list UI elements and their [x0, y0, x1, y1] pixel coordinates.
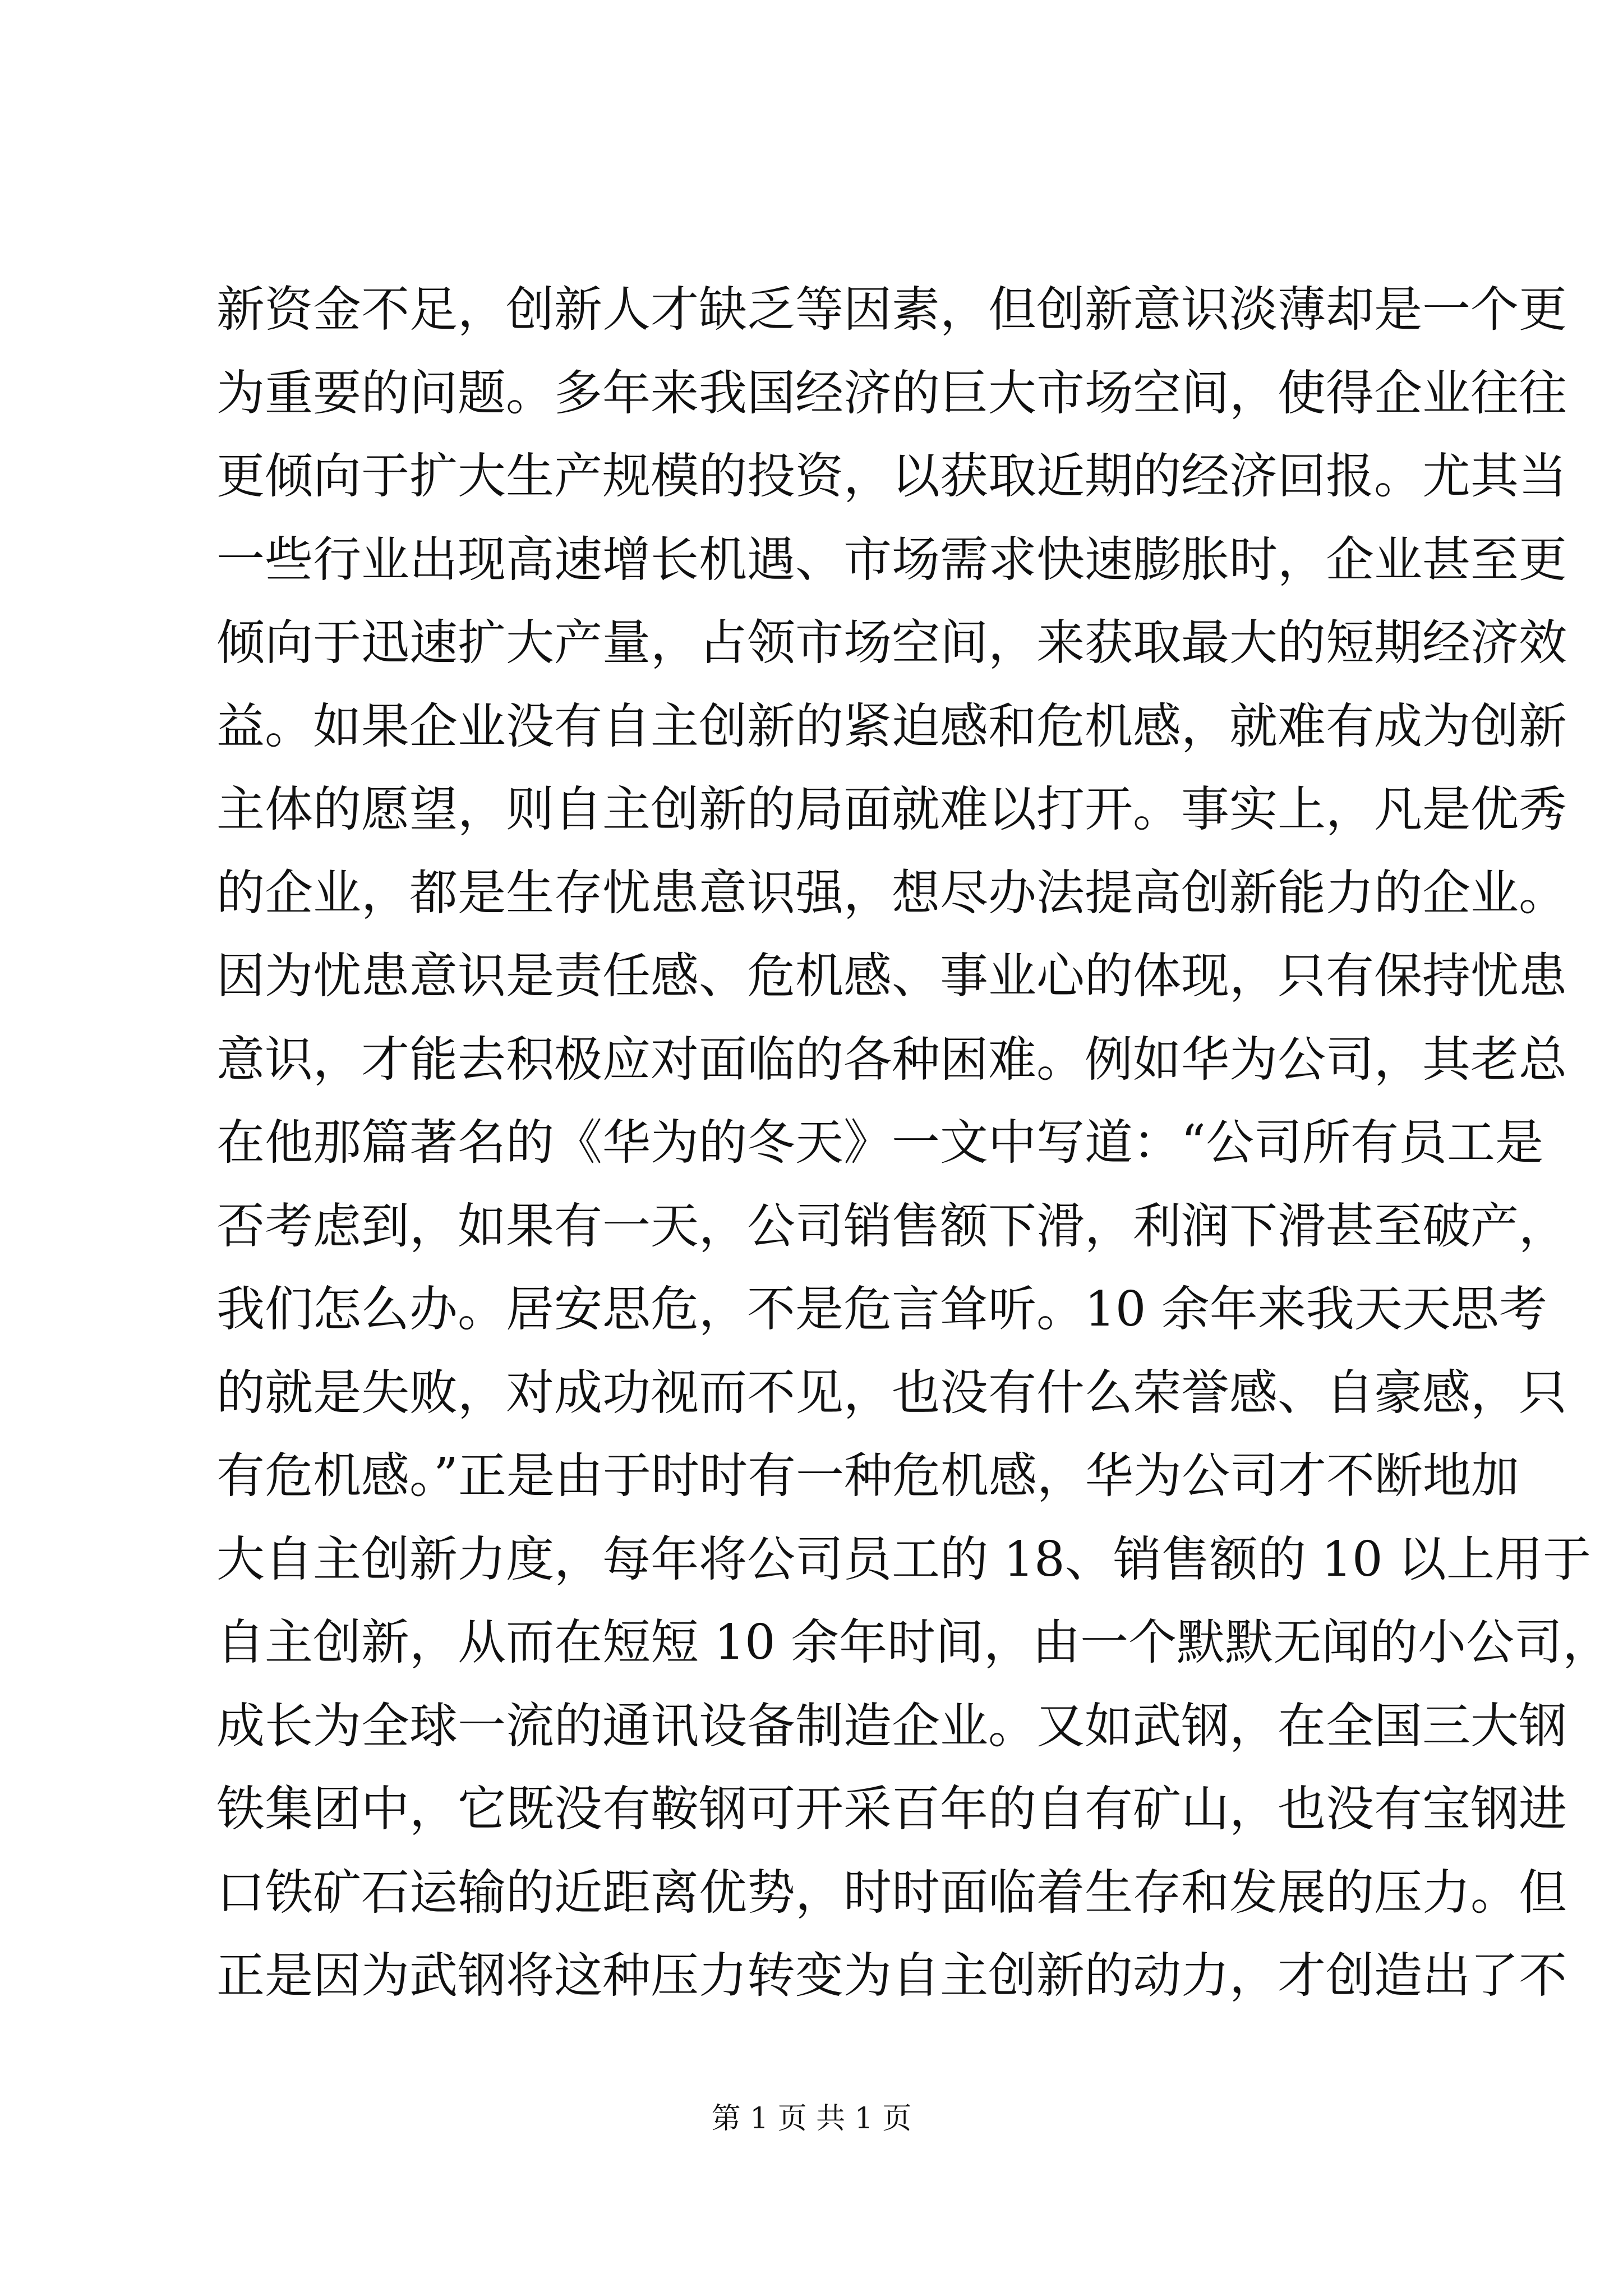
text-line: 在他那篇著名的《华为的冬天》一文中写道：“公司所有员工是	[216, 1115, 1543, 1171]
text-line: 更倾向于扩大生产规模的投资，以获取近期的经济回报。尤其当	[216, 448, 1567, 504]
text-line: 大自主创新力度，每年将公司员工的 18、销售额的 10 以上用于	[216, 1531, 1591, 1588]
text-line: 口铁矿石运输的近距离优势，时时面临着生存和发展的压力。但	[216, 1864, 1567, 1921]
text-line: 我们怎么办。居安思危，不是危言耸听。10 余年来我天天思考	[216, 1281, 1547, 1337]
text-line: 铁集团中，它既没有鞍钢可开采百年的自有矿山，也没有宝钢进	[216, 1781, 1567, 1837]
text-line: 倾向于迅速扩大产量，占领市场空间，来获取最大的短期经济效	[216, 615, 1567, 671]
text-line: 因为忧患意识是责任感、危机感、事业心的体现，只有保持忧患	[216, 948, 1567, 1004]
text-line: 自主创新，从而在短短 10 余年时间，由一个默默无闻的小公司，	[216, 1614, 1611, 1671]
text-line: 益。如果企业没有自主创新的紧迫感和危机感，就难有成为创新	[216, 698, 1567, 754]
text-line: 正是因为武钢将这种压力转变为自主创新的动力，才创造出了不	[216, 1948, 1567, 2004]
text-line: 新资金不足，创新人才缺乏等因素，但创新意识淡薄却是一个更	[216, 282, 1567, 338]
text-line: 否考虑到，如果有一天，公司销售额下滑，利润下滑甚至破产，	[216, 1198, 1567, 1254]
text-line: 有危机感。”正是由于时时有一种危机感，华为公司才不断地加	[216, 1448, 1519, 1504]
text-line: 的就是失败，对成功视而不见，也没有什么荣誉感、自豪感，只	[216, 1364, 1567, 1421]
text-line: 意识，才能去积极应对面临的各种困难。例如华为公司，其老总	[216, 1031, 1567, 1088]
page-number-label: 第 1 页 共 1 页	[711, 2102, 912, 2136]
body-text	[216, 268, 1611, 2018]
page-footer	[0, 2099, 1623, 2138]
text-line: 主体的愿望，则自主创新的局面就难以打开。事实上，凡是优秀	[216, 781, 1567, 838]
text-line: 一些行业出现高速增长机遇、市场需求快速膨胀时，企业甚至更	[216, 531, 1567, 588]
text-line: 为重要的问题。多年来我国经济的巨大市场空间，使得企业往往	[216, 365, 1567, 421]
text-line: 成长为全球一流的通讯设备制造企业。又如武钢，在全国三大钢	[216, 1697, 1567, 1754]
text-line: 的企业，都是生存忧患意识强，想尽办法提高创新能力的企业。	[216, 864, 1567, 921]
